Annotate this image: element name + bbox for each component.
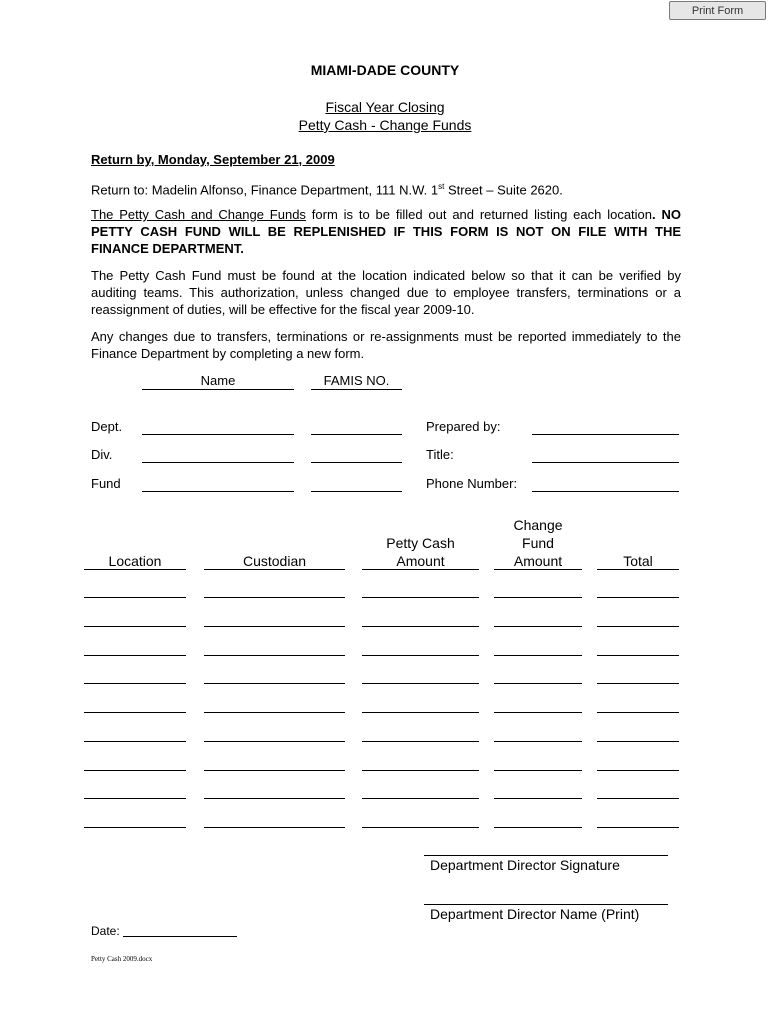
column-custodian-line [204, 569, 345, 570]
div-famis-field[interactable] [311, 462, 402, 463]
table-cell-custodian[interactable] [204, 597, 345, 598]
table-cell-petty-cash[interactable] [362, 712, 479, 713]
phone-field[interactable] [532, 491, 679, 492]
column-total-line [597, 569, 679, 570]
table-cell-petty-cash[interactable] [362, 770, 479, 771]
return-to-line [91, 178, 681, 198]
column-petty-cash [362, 534, 479, 570]
director-signature-label: Department Director Signature [430, 857, 620, 873]
date-label: Date: [91, 924, 120, 938]
table-cell-change-fund[interactable] [494, 741, 582, 742]
table-cell-petty-cash[interactable] [362, 597, 479, 598]
return-by-line [91, 151, 681, 168]
column-total: Total [623, 553, 653, 569]
table-cell-custodian[interactable] [204, 770, 345, 771]
table-cell-custodian[interactable] [204, 827, 345, 828]
column-change-fund-line1: Change [513, 517, 563, 533]
notice-rest: form is to be filled out and returned listing each location [305, 207, 653, 222]
column-petty-cash-line2: Amount [396, 553, 445, 569]
column-change-fund-line2: Fund [522, 535, 554, 551]
notice-paragraph [91, 206, 681, 257]
table-cell-petty-cash[interactable] [362, 683, 479, 684]
table-cell-location[interactable] [84, 798, 186, 799]
table-cell-change-fund[interactable] [494, 770, 582, 771]
return-to-prefix: Return to: Madelin Alfonso, Finance Department, 111 N.W. 1 [91, 182, 439, 198]
return-to-suffix: Street – Suite 2620. [444, 182, 563, 198]
table-cell-custodian[interactable] [204, 712, 345, 713]
fund-name-field[interactable] [142, 491, 294, 492]
subtitle-2-wrap [0, 117, 770, 135]
fund-famis-field[interactable] [311, 491, 402, 492]
table-cell-total[interactable] [597, 626, 679, 627]
table-cell-petty-cash[interactable] [362, 798, 479, 799]
table-cell-change-fund[interactable] [494, 597, 582, 598]
table-cell-petty-cash[interactable] [362, 827, 479, 828]
footer-filename: Petty Cash 2009.docx [91, 955, 153, 963]
column-location-line [84, 569, 186, 570]
column-change-fund-line [494, 569, 582, 570]
phone-label: Phone Number: [426, 476, 518, 491]
date-field[interactable] [123, 936, 237, 937]
prepared-by-field[interactable] [532, 434, 679, 435]
table-cell-total[interactable] [597, 741, 679, 742]
table-cell-location[interactable] [84, 741, 186, 742]
table-cell-change-fund[interactable] [494, 626, 582, 627]
table-cell-petty-cash[interactable] [362, 741, 479, 742]
table-cell-change-fund[interactable] [494, 655, 582, 656]
column-custodian: Custodian [242, 553, 307, 569]
column-change-fund [494, 516, 582, 570]
table-cell-custodian[interactable] [204, 655, 345, 656]
dept-label: Dept. [91, 419, 123, 434]
prepared-by-label: Prepared by: [426, 419, 501, 434]
subtitle-1-wrap [0, 99, 770, 117]
name-header: Name [200, 373, 236, 388]
column-change-fund-line3: Amount [513, 553, 563, 569]
table-cell-change-fund[interactable] [494, 712, 582, 713]
director-signature-line[interactable] [424, 855, 668, 856]
dept-famis-field[interactable] [311, 434, 402, 435]
table-cell-petty-cash[interactable] [362, 655, 479, 656]
column-petty-cash-line [362, 569, 479, 570]
title-field[interactable] [532, 462, 679, 463]
table-cell-custodian[interactable] [204, 683, 345, 684]
table-cell-total[interactable] [597, 597, 679, 598]
div-name-field[interactable] [142, 462, 294, 463]
table-cell-custodian[interactable] [204, 626, 345, 627]
subtitle-fiscal-year: Fiscal Year Closing [325, 99, 445, 115]
table-cell-location[interactable] [84, 827, 186, 828]
table-cell-change-fund[interactable] [494, 827, 582, 828]
famis-header: FAMIS NO. [323, 373, 390, 388]
div-label: Div. [91, 447, 113, 462]
notice-bold: NO PETTY CASH FUND WILL BE REPLENISHED IF THIS FORM IS NOT ON FILE WITH THE FINANCE DEPARTMENT. [91, 207, 681, 256]
table-cell-total[interactable] [597, 770, 679, 771]
famis-header-line [311, 389, 402, 390]
name-header-line [142, 389, 294, 390]
table-cell-custodian[interactable] [204, 798, 345, 799]
table-cell-custodian[interactable] [204, 741, 345, 742]
director-name-label: Department Director Name (Print) [430, 906, 640, 922]
paragraph-verification: The Petty Cash Fund must be found at the location indicated below so that it can be verified by auditing teams. This authorization, unless changed due to employee transfers, terminations or a reassignment of duties, will be effective for the fiscal year 2009-10. [91, 268, 681, 317]
table-cell-change-fund[interactable] [494, 798, 582, 799]
notice-period: . [652, 207, 656, 222]
director-name-line[interactable] [424, 904, 668, 905]
table-cell-total[interactable] [597, 798, 679, 799]
return-by-text: Return by, Monday, September 21, 2009 [91, 152, 335, 167]
table-cell-change-fund[interactable] [494, 683, 582, 684]
print-form-button[interactable]: Print Form [669, 1, 766, 20]
table-cell-location[interactable] [84, 770, 186, 771]
dept-name-field[interactable] [142, 434, 294, 435]
column-location: Location [108, 553, 162, 569]
county-title: MIAMI-DADE COUNTY [310, 62, 460, 78]
table-cell-total[interactable] [597, 827, 679, 828]
subtitle-petty-cash: Petty Cash - Change Funds [298, 117, 472, 133]
return-to-sup: st [438, 182, 445, 191]
table-cell-location[interactable] [84, 712, 186, 713]
column-petty-cash-line1: Petty Cash [386, 535, 455, 551]
table-cell-location[interactable] [84, 626, 186, 627]
fund-label: Fund [91, 476, 121, 491]
table-cell-location[interactable] [84, 683, 186, 684]
table-cell-total[interactable] [597, 683, 679, 684]
paragraph-changes: Any changes due to transfers, terminations or re-assignments must be reported immediately to the Finance Department by completing a new form. [91, 329, 681, 361]
table-cell-petty-cash[interactable] [362, 626, 479, 627]
table-cell-total[interactable] [597, 655, 679, 656]
notice-form-name: The Petty Cash and Change Funds [91, 207, 306, 222]
title-label: Title: [426, 447, 454, 462]
table-cell-total[interactable] [597, 712, 679, 713]
table-cell-location[interactable] [84, 597, 186, 598]
table-cell-location[interactable] [84, 655, 186, 656]
